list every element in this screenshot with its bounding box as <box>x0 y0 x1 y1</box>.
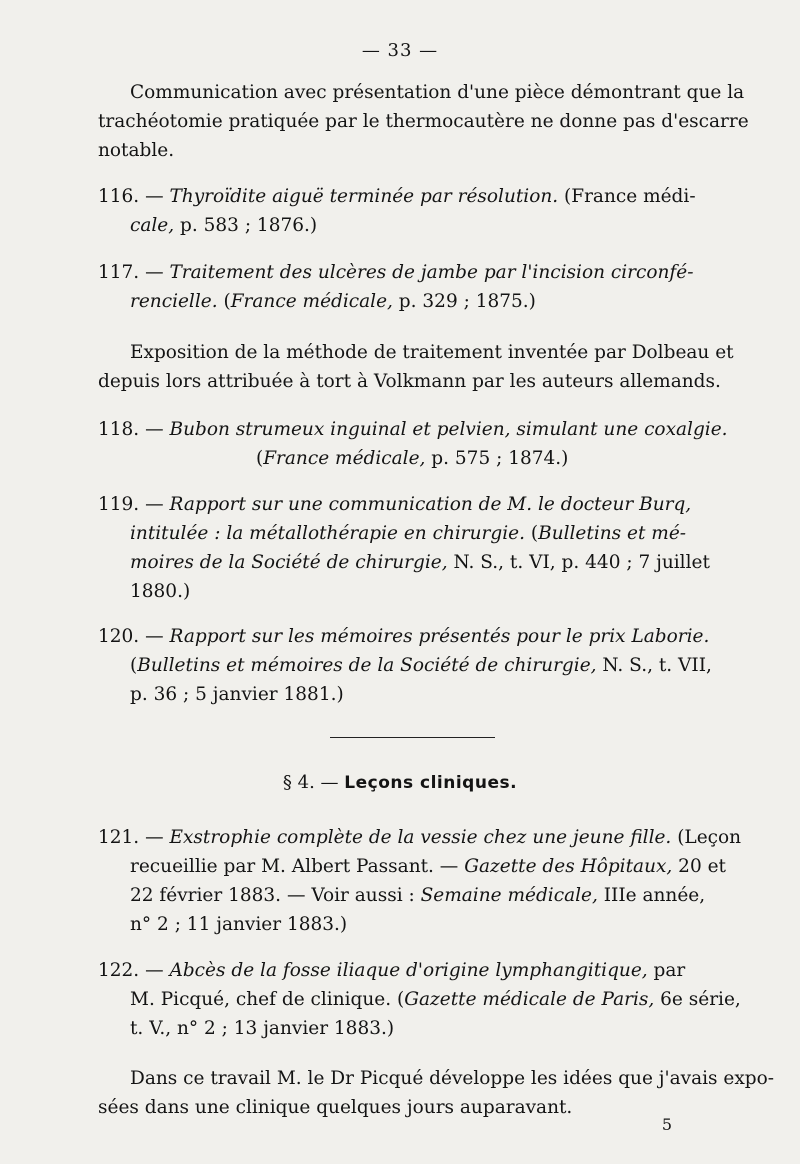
entry-ref: p. 575 ; 1874.) <box>425 448 569 469</box>
entry-title: Traitement des ulcères de jambe par l'incision circonfé- <box>169 262 694 283</box>
entry-journal: Semaine médicale, <box>420 885 598 906</box>
entry-117 <box>98 258 738 316</box>
intro-line: Communication avec présentation d'une pièce démontrant que la <box>130 82 745 103</box>
entry-ref: N. S., t. VI, p. 440 ; 7 juillet <box>447 552 710 573</box>
entry-journal: Bulletins et mémoires de la Société de chirurgie, <box>137 655 597 676</box>
section-divider <box>330 737 495 738</box>
entry-title: Abcès de la fosse iliaque d'origine lymphangitique, <box>169 960 648 981</box>
entry-journal: France médicale, <box>230 291 393 312</box>
entry-ref: p. 36 ; 5 janvier 1881.) <box>130 684 344 705</box>
entry-number: 120. — <box>98 626 164 647</box>
entry-ref-open: ( <box>524 523 539 544</box>
closing-line: Dans ce travail M. le Dr Picqué développe les idées que j'avais expo- <box>130 1068 775 1089</box>
entry-ref-open: ( <box>217 291 231 312</box>
closing-line: sées dans une clinique quelques jours auparavant. <box>98 1097 573 1118</box>
entry-122 <box>98 956 741 1043</box>
section-title: Leçons cliniques. <box>344 773 518 793</box>
intro-paragraph <box>98 78 749 165</box>
entry-journal: Bulletins et mé- <box>538 523 687 544</box>
closing-paragraph <box>98 1064 775 1122</box>
entry-ref: 20 et <box>672 856 726 877</box>
entry-121 <box>98 823 742 939</box>
entry-ref: par <box>647 960 686 981</box>
entry-ref: (France médi- <box>564 186 696 207</box>
entry-ref-cont: p. 583 ; 1876.) <box>174 215 318 236</box>
entry-ref-open: ( <box>256 448 264 469</box>
entry-ref: 1880.) <box>130 581 191 602</box>
entry-title-cont: rencielle. <box>130 291 218 312</box>
entry-116 <box>98 182 738 240</box>
exposition-line: Exposition de la méthode de traitement inventée par Dolbeau et <box>130 342 734 363</box>
entry-ref: (Leçon <box>671 827 742 848</box>
entry-title-cont: cale, <box>130 215 175 236</box>
exposition-line: depuis lors attribuée à tort à Volkmann par les auteurs allemands. <box>98 371 721 392</box>
entry-ref: t. V., n° 2 ; 13 janvier 1883.) <box>130 1018 395 1039</box>
entry-number: 118. — <box>98 419 164 440</box>
entry-ref: 6e série, <box>654 989 741 1010</box>
entry-ref: recueillie par M. Albert Passant. — <box>130 856 465 877</box>
section-prefix: § 4. — <box>282 772 339 793</box>
entry-number: 119. — <box>98 494 164 515</box>
section-heading <box>0 772 800 793</box>
intro-line: trachéotomie pratiquée par le thermocautère ne donne pas d'escarre <box>98 111 749 132</box>
entry-title: Rapport sur les mémoires présentés pour le prix Laborie. <box>169 626 710 647</box>
entry-title: Bubon strumeux inguinal et pelvien, simulant une coxalgie. <box>169 419 728 440</box>
entry-ref: N. S., t. VII, <box>596 655 712 676</box>
entry-number: 116. — <box>98 186 164 207</box>
entry-118 <box>98 415 738 473</box>
entry-journal: Gazette des Hôpitaux, <box>464 856 673 877</box>
intro-line: notable. <box>98 140 175 161</box>
entry-ref-open: ( <box>130 655 138 676</box>
entry-ref: p. 329 ; 1875.) <box>392 291 536 312</box>
entry-number: 121. — <box>98 827 164 848</box>
entry-journal: moires de la Société de chirurgie, <box>130 552 448 573</box>
entry-number: 117. — <box>98 262 164 283</box>
entry-journal: Gazette médicale de Paris, <box>404 989 655 1010</box>
entry-number: 122. — <box>98 960 164 981</box>
entry-ref: M. Picqué, chef de clinique. ( <box>130 989 405 1010</box>
entry-ref: n° 2 ; 11 janvier 1883.) <box>130 914 348 935</box>
exposition-paragraph <box>98 338 738 396</box>
entry-title: Rapport sur une communication de M. le docteur Burq, <box>169 494 692 515</box>
entry-title: Exstrophie complète de la vessie chez une jeune fille. <box>169 827 672 848</box>
page-number: — 33 — <box>361 40 439 61</box>
entry-120 <box>98 622 738 709</box>
sheet-signature-mark: 5 <box>661 1115 672 1134</box>
entry-title: Thyroïdite aiguë terminée par résolution. <box>169 186 559 207</box>
entry-journal: France médicale, <box>263 448 426 469</box>
entry-title-cont: intitulée : la métallothérapie en chirurgie. <box>130 523 525 544</box>
entry-119 <box>98 490 738 606</box>
entry-ref: 22 février 1883. — Voir aussi : <box>130 885 421 906</box>
entry-ref: IIIe année, <box>597 885 706 906</box>
